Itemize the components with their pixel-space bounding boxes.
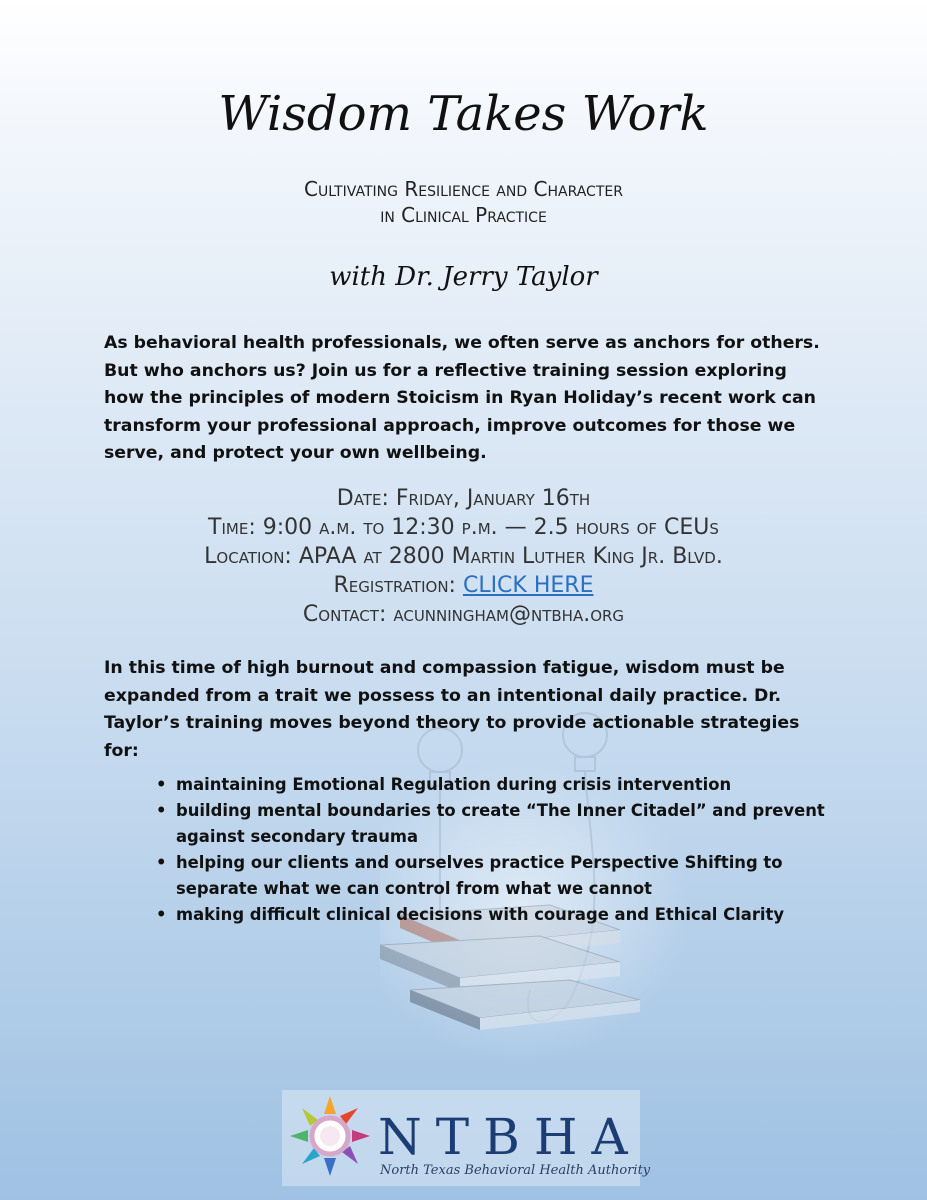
list-item: • building mental boundaries to create “The Inner Citadel” and prevent against secondary trauma [150,798,840,850]
event-registration [0,571,927,600]
subtitle-line-1: Cultivating Resilience and Character [304,177,623,201]
event-details [0,484,927,629]
page-title: Wisdom Takes Work [218,86,709,142]
event-contact: Contact: acunningham@ntbha.org [302,602,625,627]
list-item: • making difficult clinical decisions with courage and Ethical Clarity [150,902,840,928]
presenter-name: with Dr. Jerry Taylor [329,262,598,292]
ntbha-sun-logo [290,1096,370,1176]
logo-tagline: North Texas Behavioral Health Authority [380,1163,651,1178]
strategies-paragraph: In this time of high burnout and compassion fatigue, wisdom must be expanded from a trait we possess to an intentional daily practice. Dr. Taylor’s training moves beyond theory to provide actionable strategies for: [104,658,800,761]
subtitle [0,176,927,228]
logo-wordmark: NTBHA [378,1108,642,1166]
registration-label: Registration: [333,573,463,598]
subtitle-line-2: in Clinical Practice [380,203,547,227]
intro-paragraph: As behavioral health professionals, we often serve as anchors for others. But who anchors us? Join us for a reflective training session exploring how the principles of modern Stoicism in Ryan Holiday’s recent work can transform your professional approach, improve outcomes for those we serve, and protect your own wellbeing. [104,333,820,463]
list-item: • maintaining Emotional Regulation during crisis intervention [150,772,840,798]
registration-link[interactable]: CLICK HERE [462,573,594,598]
event-time: Time: 9:00 a.m. to 12:30 p.m. — 2.5 hours of CEUs [208,515,719,540]
strategies-list [150,772,840,928]
event-location: Location: APAA at 2800 Martin Luther King Jr. Blvd. [204,544,723,569]
event-date: Date: Friday, January 16th [336,486,591,511]
list-item: • helping our clients and ourselves practice Perspective Shifting to separate what we can control from what we cannot [150,850,840,902]
